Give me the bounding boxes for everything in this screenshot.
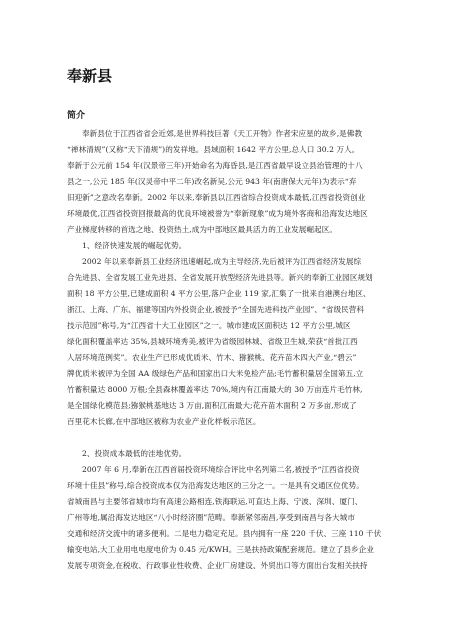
text-line: 环境十佳县”称号,综合投资成本仅为沿海发达地区的三分之一。一是具有交通区位优势。: [67, 481, 364, 490]
paragraph-intro: [67, 126, 385, 238]
text-line: 合先进县、全省发展工业先进县、全省发展开放型经济先进县等。新兴的奉新工业园区规划: [67, 273, 373, 282]
text-line: 省城南昌与主要邻省城市均有高速公路相连,铁海联运,可直达上海、宁波、深圳、厦门、: [67, 497, 363, 506]
text-line: 奉新于公元前 154 年(汉景帝三年)开始命名为海昏县,是江西省最早设立县治管理的十八: [67, 161, 363, 170]
document-title: 奉新县: [67, 67, 113, 85]
text-line: 旧迎新”之意改名奉新。2002 年以来,奉新县以江西省综合投资成本最低,江西省投资创业: [67, 193, 366, 202]
section-heading-intro: 简介: [67, 111, 86, 121]
text-line: 人居环境范例奖”。农业生产已形成优质米、竹木、猕猴桃、花卉苗木四大产业,“碧云”: [67, 353, 357, 362]
text-line: 竹蓄积量达 8000 万根;全县森林覆盖率达 70%,境内有江南最大的 30 万亩连片毛竹林,: [67, 385, 363, 394]
text-line: 浙江、上海、广东、福建等国内外投资企业,被授予“全国先进科技产业园”、“省级民营科: [67, 305, 365, 314]
text-line: 奉新县位于江西省省会近郊,是世界科技巨著《天工开物》作者宋应星的故乡,是佛教: [82, 129, 363, 138]
text-line: 产业梯度转移的首选之地、投资热土,成为中部地区最具活力的工业发展崛起区。: [67, 225, 337, 234]
text-line: 环境最优,江西省投资回报最高的优良环境被誉为“奉新现象”成为境外客商和沿海发达地区: [67, 209, 368, 218]
subheading-cost: [67, 446, 385, 462]
text-line: 发展专项资金,在税收、行政事业性收费、企业厂房建设、外贸出口等方面出台发相关扶持: [67, 561, 368, 570]
paragraph-cost: [67, 462, 385, 574]
text-line: 输变电站,大工业用电电度电价为 0.45 元/KWH。三是扶持政策配套规范。建立了县乡企业: [67, 545, 374, 554]
subheading-text: 2、投资成本最低的洼地优势。: [82, 449, 187, 458]
paragraph-economy: [67, 254, 385, 430]
text-line: 技示范园”称号,为“江西省十大工业园区”之一。城市建成区面积达 12 平方公里,城区: [67, 321, 351, 330]
subheading-text: 1、经济快速发展的崛起优势。: [82, 241, 187, 250]
text-line: 广州等地,属沿海发达地区“八小时经济圈”范畴。奉新紧邻南昌,享受到南昌与各大城市: [67, 513, 355, 522]
text-line: “禅林清规”(又称“天下清规”)的发祥地。县域面积 1642 平方公里,总人口 30.2 万人。: [67, 145, 360, 154]
text-line: 牌优质米被评为全国 AA 级绿色产品和国家出口大米免检产品;毛竹蓄积量居全国第五,立: [67, 369, 364, 378]
text-line: 县之一,公元 185 年(汉灵帝中平二年)改名新吴,公元 943 年(南唐保大元年)为表示“弃: [67, 177, 357, 186]
text-line: 是全国绿化模范县;猕猴桃基地达 3 万亩,面积江南最大;花卉苗木面积 2 万多亩,形成了: [67, 401, 357, 410]
text-line: 2007 年 6 月,奉新在江西首届投资环境综合评比中名列第二名,被授予“江西省投资: [82, 465, 360, 474]
text-line: 面积 18 平方公里,已建成面积 4 平方公里,落户企业 119 家,汇集了一批来自港澳台地区、: [67, 289, 371, 298]
subheading-economy: [67, 238, 385, 254]
text-line: 2002 年以来奉新县工业经济迅速崛起,成为主导经济,先后被评为江西省经济发展综: [82, 257, 362, 266]
text-line: 交通和经济交流中的诸多便利。二是电力稳定充足。县内拥有一座 220 千伏、三座 110 千伏: [67, 529, 382, 538]
text-line: 绿化面积覆盖率达 35%,县城环境秀美,被评为省级园林城、省级卫生城,荣获“首批江西: [67, 337, 358, 346]
text-line: 百里花木长廊,在中部地区被称为农业产业化样板示范区。: [67, 417, 261, 426]
